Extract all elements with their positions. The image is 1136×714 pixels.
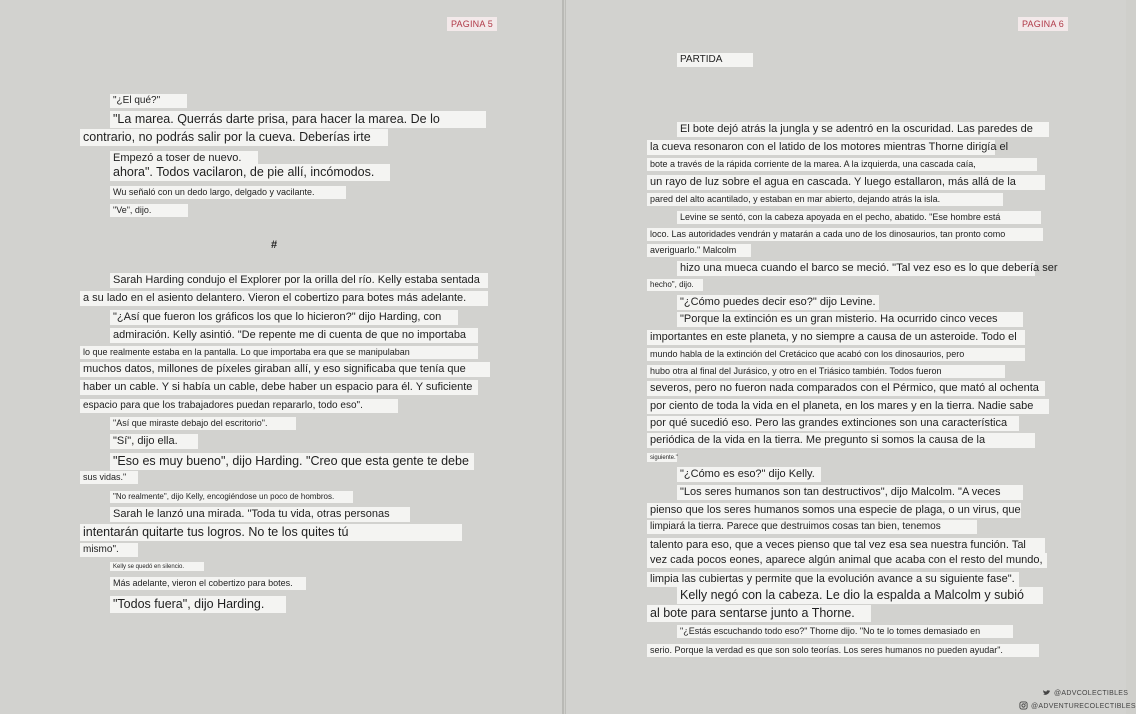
text-line: "La marea. Querrás darte prisa, para hacer la marea. De lo <box>110 111 486 128</box>
text-line: Wu señaló con un dedo largo, delgado y vacilante. <box>110 186 346 199</box>
text-line: al bote para sentarse junto a Thorne. <box>647 605 871 622</box>
text-line: "¿Cómo puedes decir eso?" dijo Levine. <box>677 295 879 310</box>
left-page <box>0 0 564 714</box>
text-line: "Ve", dijo. <box>110 204 188 217</box>
text-line: la cueva resonaron con el latido de los motores mientras Thorne dirigía el <box>647 140 995 155</box>
text-line: por qué sucedió eso. Pero las grandes extinciones son una característica <box>647 416 1019 431</box>
page-label-right: PAGINA 6 <box>1018 17 1068 31</box>
chapter-title: PARTIDA <box>677 53 753 67</box>
text-line: Sarah le lanzó una mirada. "Toda tu vida, otras personas <box>110 507 410 522</box>
twitter-handle[interactable] <box>1042 688 1128 697</box>
text-line: un rayo de luz sobre el agua en cascada. Y luego estallaron, más allá de la <box>647 175 1045 190</box>
text-line: importantes en este planeta, y no siempre a causa de un asteroide. Todo el <box>647 330 1025 345</box>
text-line: "¿El qué?" <box>110 94 187 108</box>
text-line: haber un cable. Y si había un cable, debe haber un espacio para él. Y suficiente <box>80 380 478 395</box>
text-line: Levine se sentó, con la cabeza apoyada en el pecho, abatido. "Ese hombre está <box>677 211 1041 224</box>
text-line: ahora". Todos vacilaron, de pie allí, incómodos. <box>110 164 390 181</box>
text-line: hecho", dijo. <box>647 279 703 291</box>
text-line: vez cada pocos eones, aparece algún animal que acaba con el resto del mundo, <box>647 553 1047 568</box>
text-line: Sarah Harding condujo el Explorer por la orilla del río. Kelly estaba sentada <box>110 273 488 288</box>
text-line: serio. Porque la verdad es que son solo teorías. Los seres humanos no pueden ayudar". <box>647 644 1039 657</box>
text-line: por ciento de toda la vida en el planeta, en los mares y en la tierra. Nadie sabe <box>647 399 1049 414</box>
text-line: "Todos fuera", dijo Harding. <box>110 596 286 613</box>
text-line: "Eso es muy bueno", dijo Harding. "Creo que esta gente te debe <box>110 453 474 470</box>
text-line: "Sí", dijo ella. <box>110 434 198 449</box>
text-line: pared del alto acantilado, y estaban en mar abierto, dejando atrás la isla. <box>647 193 1003 206</box>
text-line: Empezó a toser de nuevo. <box>110 151 258 166</box>
twitter-handle-text: @ADVCOLECTIBLES <box>1054 690 1129 697</box>
text-line: pienso que los seres humanos somos una especie de plaga, o un virus, que <box>647 503 1021 518</box>
right-page <box>565 0 1136 714</box>
text-line: El bote dejó atrás la jungla y se adentró en la oscuridad. Las paredes de <box>677 122 1049 137</box>
text-line: "No realmente", dijo Kelly, encogiéndose un poco de hombros. <box>110 491 353 503</box>
bird-icon <box>1042 688 1051 697</box>
text-line: Más adelante, vieron el cobertizo para botes. <box>110 577 306 590</box>
section-separator: # <box>271 239 278 251</box>
instagram-handle[interactable] <box>1019 701 1136 710</box>
text-line: "¿Así que fueron los gráficos los que lo hicieron?" dijo Harding, con <box>110 310 458 325</box>
text-line: periódica de la vida en la tierra. Me pregunto si somos la causa de la <box>647 433 1035 448</box>
text-line: loco. Las autoridades vendrán y matarán a cada uno de los dinosaurios, tan pronto como <box>647 228 1043 241</box>
text-line: muchos datos, millones de píxeles giraban allí, y eso significaba que tenía que <box>80 362 490 377</box>
text-line: a su lado en el asiento delantero. Vieron el cobertizo para botes más adelante. <box>80 291 488 306</box>
instagram-handle-text: @ADVENTURECOLECTIBLES <box>1031 703 1136 710</box>
text-line: limpia las cubiertas y permite que la evolución avance a su siguiente fase". <box>647 572 1019 587</box>
text-line: admiración. Kelly asintió. "De repente me di cuenta de que no importaba <box>110 328 478 343</box>
text-line: siguiente." <box>647 453 677 462</box>
text-line: mismo". <box>80 543 138 557</box>
text-line: lo que realmente estaba en la pantalla. Lo que importaba era que se manipulaban <box>80 346 478 359</box>
text-line: hubo otra al final del Jurásico, y otro en el Triásico también. Todos fueron <box>647 365 1005 378</box>
text-line: mundo habla de la extinción del Cretácico que acabó con los dinosaurios, pero <box>647 348 1025 361</box>
text-line: talento para eso, que a veces pienso que tal vez esa sea nuestra función. Tal <box>647 538 1045 553</box>
text-line: bote a través de la rápida corriente de la marea. A la izquierda, una cascada caía, <box>647 158 1037 171</box>
text-line: intentarán quitarte tus logros. No te los quites tú <box>80 524 462 541</box>
text-line: espacio para que los trabajadores puedan repararlo, todo eso". <box>80 399 398 413</box>
text-line: "Porque la extinción es un gran misterio. Ha ocurrido cinco veces <box>677 312 1023 327</box>
text-line: "¿Cómo es eso?" dijo Kelly. <box>677 467 821 482</box>
text-line: limpiará la tierra. Parece que destruimos cosas tan bien, tenemos <box>647 520 977 534</box>
text-line: Kelly se quedó en silencio. <box>110 562 204 571</box>
text-line: sus vidas." <box>80 471 138 484</box>
page-label-left: PAGINA 5 <box>447 17 497 31</box>
text-line: "Los seres humanos son tan destructivos", dijo Malcolm. "A veces <box>677 485 1023 500</box>
text-line: "Así que miraste debajo del escritorio". <box>110 417 296 430</box>
text-line: "¿Estás escuchando todo eso?" Thorne dijo. "No te lo tomes demasiado en <box>677 625 1013 638</box>
text-line: severos, pero no fueron nada comparados con el Pérmico, que mató al ochenta <box>647 381 1045 396</box>
text-line: averiguarlo." Malcolm <box>647 244 751 257</box>
text-line: hizo una mueca cuando el barco se meció. "Tal vez eso es lo que debería ser <box>677 261 1035 276</box>
text-line: contrario, no podrás salir por la cueva. Deberías irte <box>80 129 388 146</box>
text-line: Kelly negó con la cabeza. Le dio la espalda a Malcolm y subió <box>677 587 1043 604</box>
camera-icon <box>1019 701 1028 710</box>
